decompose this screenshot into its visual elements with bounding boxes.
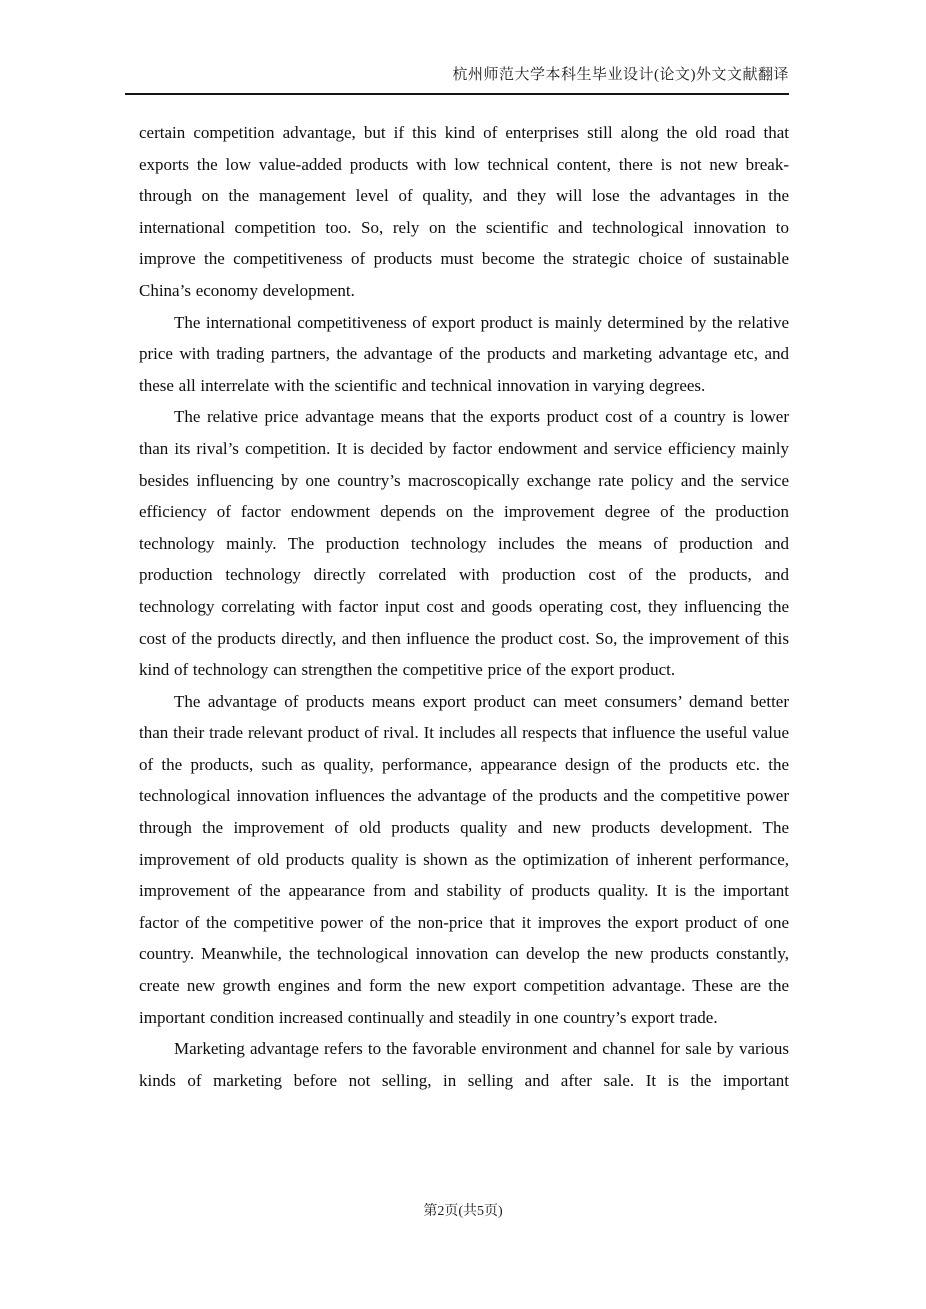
- page-header: [125, 64, 789, 95]
- document-body: [139, 117, 789, 1096]
- paragraph-relative-price-advantage: The relative price advantage means that the exports product cost of a country is lower than its rival’s competition. It is decided by factor endowment and service efficiency mainly besides influencing by one country’s macroscopically exchange rate policy and the service efficiency of factor endowment depends on the improvement degree of the production technology mainly. The production technology includes the means of production and production technology directly correlated with production cost of the products, and technology correlating with factor input cost and goods operating cost, they influencing the cost of the products directly, and then influence the product cost. So, the improvement of this kind of technology can strengthen the competitive price of the export product.: [139, 407, 789, 680]
- paragraph-continuation: certain competition advantage, but if this kind of enterprises still along the old road that exports the low value-added products with low technical content, there is not new break-through on the management level of quality, and they will lose the advantages in the international competition too. So, rely on the scientific and technological innovation to improve the competitiveness of products must become the strategic choice of sustainable China’s economy development.: [139, 123, 789, 300]
- paragraph-international-competitiveness: The international competitiveness of export product is mainly determined by the relative price with trading partners, the advantage of the products and marketing advantage etc, and these all interrelate with the scientific and technical innovation in varying degrees.: [139, 312, 789, 395]
- page-number: 第2页(共5页): [423, 1204, 503, 1219]
- paragraph-marketing-advantage: Marketing advantage refers to the favorable environment and channel for sale by various kinds of marketing before not selling, in selling and after sale. It is the important: [139, 1039, 789, 1090]
- page-footer: [0, 1202, 926, 1222]
- paragraph-advantage-of-products: The advantage of products means export product can meet consumers’ demand better than their trade relevant product of rival. It includes all respects that influence the useful value of the products, such as quality, performance, appearance design of the products etc. the technological innovation influences the advantage of the products and the competitive power through the improvement of old products quality and new products development. The improvement of old products quality is shown as the optimization of inherent performance, improvement of the appearance from and stability of products quality. It is the important factor of the competitive power of the non-price that it improves the export product of one country. Meanwhile, the technological innovation can develop the new products constantly, create new growth engines and form the new export competition advantage. These are the important condition increased continually and steadily in one country’s export trade.: [139, 691, 789, 1027]
- header-title: 杭州师范大学本科生毕业设计(论文)外文文献翻译: [452, 67, 789, 83]
